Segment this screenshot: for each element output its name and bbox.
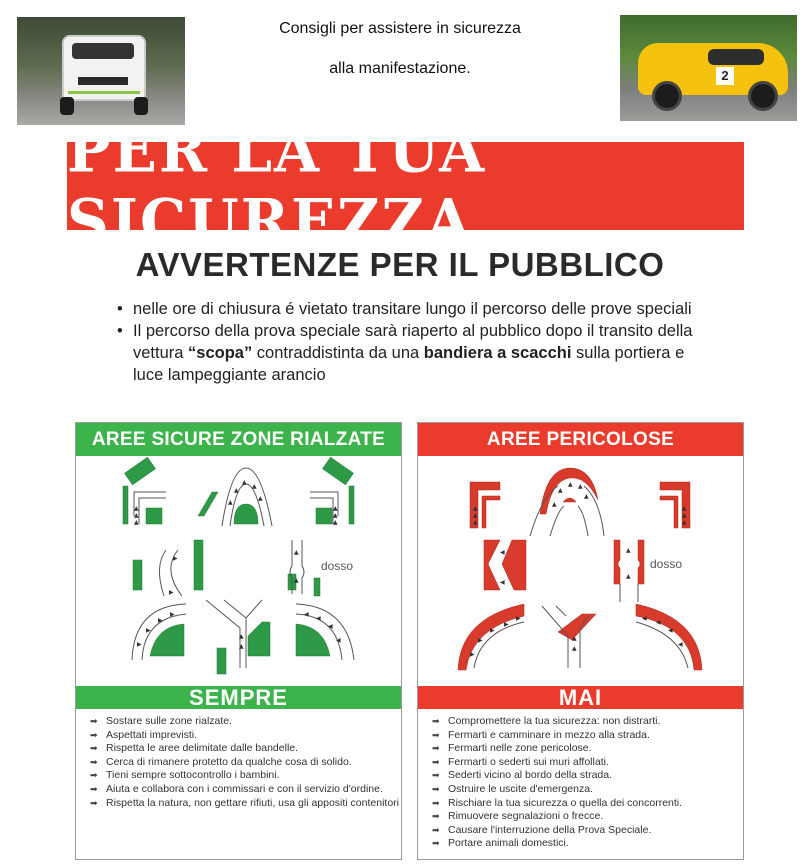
yellow-rally-car-image (638, 43, 788, 95)
arrow-icon: ➡ (90, 743, 98, 754)
warnings-title: AVVERTENZE PER IL PUBBLICO (135, 246, 665, 283)
list-item: ➡ Rispetta le aree delimitate dalle bandelle. (90, 742, 299, 755)
svg-text:◀: ◀ (304, 611, 309, 618)
svg-text:▲: ▲ (333, 519, 338, 526)
arrow-icon: ➡ (432, 838, 440, 849)
svg-text:▲: ▲ (558, 487, 563, 494)
list-item: ➡ Fermarti nelle zone pericolose. (432, 742, 592, 755)
svg-text:▲: ▲ (682, 519, 687, 526)
car-number: 2 (716, 67, 734, 85)
mai-band: MAI (418, 686, 743, 709)
svg-text:▶: ▶ (169, 589, 174, 596)
svg-text:▶: ▶ (137, 641, 142, 648)
svg-text:▲: ▲ (239, 633, 244, 640)
svg-text:◀: ◀ (678, 641, 683, 648)
svg-text:▲: ▲ (242, 479, 247, 486)
danger-areas-diagram (418, 456, 743, 686)
svg-text:▶: ▶ (170, 611, 175, 618)
svg-text:▲: ▲ (552, 501, 557, 508)
arrow-icon: ➡ (432, 783, 440, 794)
arrow-icon: ➡ (90, 797, 98, 808)
dosso-label: dosso (321, 559, 354, 573)
svg-text:▲: ▲ (228, 499, 233, 506)
list-item: ➡ Compromettere la tua sicurezza: non distrarti. (432, 715, 661, 727)
svg-text:▲: ▲ (473, 505, 478, 512)
list-item: ➡ Causare l'interruzione della Prova Speciale. (432, 823, 652, 836)
svg-text:▶: ▶ (504, 621, 509, 628)
intro-text-line-1: Consigli per assistere in sicurezza (279, 20, 521, 37)
svg-text:▲: ▲ (626, 573, 631, 580)
svg-text:▲: ▲ (239, 643, 244, 650)
list-item: ➡ Aiuta e collabora con i commissari e con il servizio d'ordine. (90, 782, 383, 795)
list-item: ➡ Fermarti o sederti sui muri affollati. (432, 755, 609, 768)
svg-text:▲: ▲ (134, 505, 139, 512)
svg-text:▲: ▲ (568, 481, 573, 488)
arrow-icon: ➡ (432, 797, 440, 808)
safe-areas-header: AREE SICURE ZONE RIALZATE (76, 423, 401, 456)
list-item: ➡ Tieni sempre sottocontrollo i bambini. (90, 769, 280, 782)
svg-text:▲: ▲ (333, 505, 338, 512)
rally-photo-right (620, 15, 797, 121)
list-item: ➡ Ostruire le uscite d'emergenza. (432, 782, 593, 795)
arrow-icon: ➡ (432, 716, 440, 726)
svg-text:◀: ◀ (336, 637, 341, 644)
svg-text:▲: ▲ (473, 512, 478, 519)
svg-text:▲: ▲ (682, 512, 687, 519)
scopa-emphasis: “scopa” (188, 344, 253, 362)
arrow-icon: ➡ (432, 811, 440, 822)
banner-title: PER LA TUA SICUREZZA (67, 114, 487, 258)
list-item: ➡ Cerca di rimanere protetto da qualche cosa di solido. (90, 755, 352, 768)
svg-text:▶: ▶ (478, 637, 483, 644)
intro-text-line-2: alla manifestazione. (329, 60, 471, 77)
svg-text:▲: ▲ (134, 512, 139, 519)
svg-text:▶: ▶ (146, 627, 151, 634)
svg-text:◀: ◀ (328, 623, 333, 630)
arrow-icon: ➡ (432, 729, 440, 740)
svg-text:◀: ◀ (656, 619, 661, 626)
svg-text:▶: ▶ (173, 555, 178, 562)
list-item: ➡ Sostare sulle zone rialzate. (90, 715, 233, 727)
danger-zones-illustration (418, 456, 743, 686)
list-item: ➡ Rischiare la tua sicurezza o quella dei concorrenti. (432, 796, 683, 809)
svg-text:▲: ▲ (626, 547, 631, 554)
svg-text:▲: ▲ (252, 483, 257, 490)
svg-text:◀: ◀ (642, 615, 647, 622)
arrow-icon: ➡ (90, 716, 98, 726)
svg-text:▲: ▲ (473, 519, 478, 526)
safety-banner (67, 114, 744, 258)
svg-text:◀: ◀ (500, 549, 505, 556)
list-item: ➡ Fermarti e camminare in mezzo alla strada. (432, 728, 650, 741)
arrow-icon: ➡ (432, 756, 440, 767)
arrow-icon: ➡ (432, 743, 440, 754)
svg-text:▲: ▲ (258, 495, 263, 502)
svg-text:◀: ◀ (668, 627, 673, 634)
svg-text:▶: ▶ (470, 651, 475, 658)
safe-areas-diagram (76, 456, 401, 686)
safe-zones-illustration (76, 456, 401, 686)
svg-text:▶: ▶ (158, 617, 163, 624)
svg-text:▲: ▲ (572, 645, 577, 652)
sempre-band: SEMPRE (76, 686, 401, 709)
svg-text:▲: ▲ (682, 505, 687, 512)
arrow-icon: ➡ (432, 770, 440, 781)
rally-photo-left (17, 17, 185, 125)
mai-list (430, 715, 737, 851)
svg-text:▲: ▲ (294, 577, 299, 584)
sempre-list (88, 715, 400, 810)
list-item: ➡ Rispetta la natura, non gettare rifiuti, usa gli appositi contenitori (90, 796, 400, 809)
svg-text:▶: ▶ (516, 615, 521, 622)
list-item: ➡ Rimuovere segnalazioni o frecce. (432, 810, 604, 823)
svg-text:▲: ▲ (578, 483, 583, 490)
warnings-list (115, 298, 705, 386)
danger-areas-header: AREE PERICOLOSE (418, 423, 743, 456)
svg-text:▲: ▲ (294, 549, 299, 556)
dosso-label: dosso (650, 557, 683, 571)
svg-text:◀: ◀ (316, 615, 321, 622)
arrow-icon: ➡ (90, 770, 98, 781)
svg-text:▲: ▲ (134, 519, 139, 526)
arrow-icon: ➡ (90, 756, 98, 767)
list-item: ➡ Aspettati imprevisti. (90, 728, 198, 741)
warning-item: • Il percorso della prova speciale sarà riaperto al pubblico dopo il transito della vettura “scopa” contraddistinta da una bandiera a scacchi sulla portiera e luce lampeggiante arancio (117, 322, 693, 384)
svg-text:▲: ▲ (584, 493, 589, 500)
danger-areas-panel (417, 422, 744, 860)
safe-areas-panel (75, 422, 402, 860)
checkered-flag-emphasis: bandiera a scacchi (423, 344, 572, 362)
white-rally-car-image (62, 35, 146, 101)
warning-item: • nelle ore di chiusura é vietato transitare lungo il percorso delle prove speciali (117, 300, 692, 318)
list-item: ➡ Sederti vicino al bordo della strada. (432, 769, 613, 782)
svg-text:▶: ▶ (490, 627, 495, 634)
arrow-icon: ➡ (432, 824, 440, 835)
svg-text:▲: ▲ (572, 635, 577, 642)
svg-text:◀: ◀ (500, 579, 505, 586)
list-item: ➡ Portare animali domestici. (432, 837, 569, 850)
arrow-icon: ➡ (90, 783, 98, 794)
svg-text:▲: ▲ (333, 512, 338, 519)
svg-text:▲: ▲ (234, 487, 239, 494)
arrow-icon: ➡ (90, 729, 98, 740)
